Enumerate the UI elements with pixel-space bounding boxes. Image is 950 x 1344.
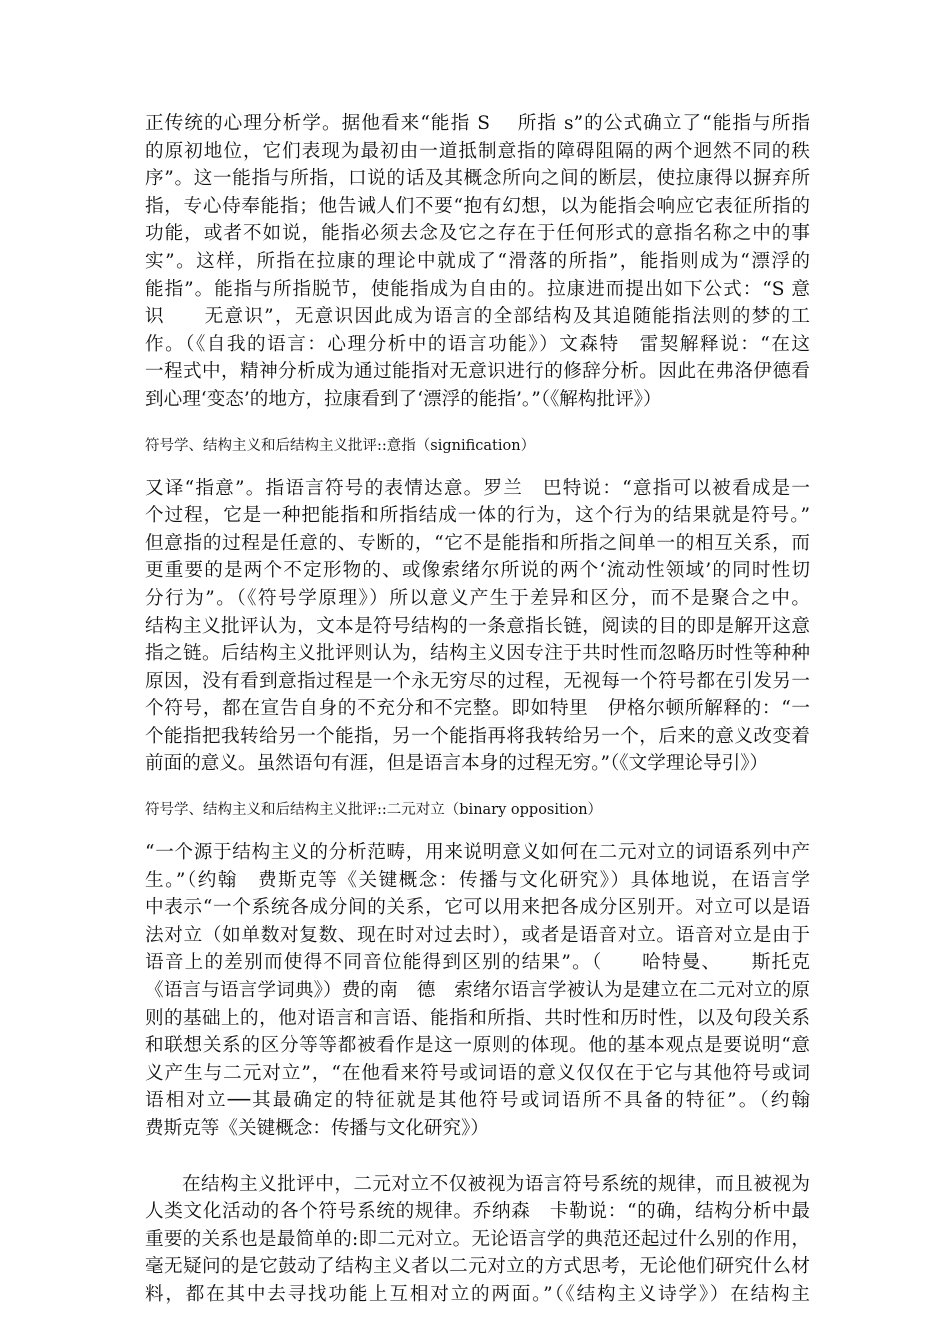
section-heading-binary-opposition: 符号学、结构主义和后结构主义批评::二元对立（binary opposition） <box>145 802 603 819</box>
structuralism-paragraph <box>145 1171 810 1309</box>
text-line: 《语言与语言学词典》）费的南 德 索绪尔语言学被认为是建立在二元对立的原 <box>145 980 810 1002</box>
text-line: 作。（《自我的语言：心理分析中的语言功能》）文森特 雷契解释说：“在这 <box>145 333 810 355</box>
text-line: 个能指把我转给另一个能指，另一个能指再将我转给另一个，后来的意义改变着 <box>145 725 810 747</box>
text-line: 语音上的差别而使得不同音位能得到区别的结果”。（ 哈特曼、 斯托克 <box>145 952 810 974</box>
text-line: 毫无疑问的是它鼓动了结构主义者以二元对立的方式思考，无论他们研究什么材 <box>145 1256 810 1278</box>
text-line: 到心理‘变态’的地方，拉康看到了‘漂浮的能指’。”（《解构批评》） <box>145 388 662 410</box>
text-line: 重要的关系也是最简单的:即二元对立。无论语言学的典范还起过什么别的作用， <box>145 1228 810 1250</box>
text-line: 识 无意识”，无意识因此成为语言的全部结构及其追随能指法则的梦的工 <box>145 306 810 328</box>
text-line: 料，都在其中去寻找功能上互相对立的两面。”（《结构主义诗学》）在结构主 <box>145 1283 810 1305</box>
binary-opposition-paragraph <box>145 839 810 1143</box>
text-line: 但意指的过程是任意的、专断的，“它不是能指和所指之间单一的相互关系，而 <box>145 532 810 554</box>
text-line: 的原初地位，它们表现为最初由一道抵制意指的障碍阻隔的两个迥然不同的秩 <box>145 140 810 162</box>
text-line: 功能，或者不如说，能指必须去念及它之存在于任何形式的意指名称之中的事 <box>145 223 810 245</box>
text-line: 费斯克等《关键概念：传播与文化研究》） <box>145 1118 489 1139</box>
text-line: 个过程，它是一种把能指和所指结成一体的行为，这个行为的结果就是符号。” <box>145 505 810 527</box>
text-line: 法对立（如单数对复数、现在时对过去时），或者是语音对立。语音对立是由于 <box>145 924 810 946</box>
text-line: “一个源于结构主义的分析范畴，用来说明意义如何在二元对立的词语系列中产 <box>145 842 810 864</box>
text-line: 分行为”。（《符号学原理》）所以意义产生于差异和区分，而不是聚合之中。 <box>145 587 810 609</box>
text-line: 结构主义批评认为，文本是符号结构的一条意指长链，阅读的目的即是解开这意 <box>145 615 810 637</box>
text-line: 和联想关系的区分等等都被看作是这一原则的体现。他的基本观点是要说明“意 <box>145 1035 810 1057</box>
text-line: 生。”（约翰 费斯克等《关键概念：传播与文化研究》）具体地说，在语言学 <box>145 869 810 891</box>
text-line: 指之链。后结构主义批评则认为，结构主义因专注于共时性而忽略历时性等种种 <box>145 643 810 665</box>
text-line: 能指”。能指与所指脱节，使能指成为自由的。拉康进而提出如下公式：“S 意 <box>145 278 810 300</box>
text-line: 更重要的是两个不定形物的、或像索绪尔所说的两个‘流动性领域’的同时性切 <box>145 560 810 582</box>
text-line: 前面的意义。虽然语句有涯，但是语言本身的过程无穷。”（《文学理论导引》） <box>145 753 769 775</box>
text-line: 又译“指意”。指语言符号的表情达意。罗兰 巴特说：“意指可以被看成是一 <box>145 477 810 499</box>
text-line: 序”。这一能指与所指，口说的话及其概念所向之间的断层，使拉康得以摒弃所 <box>145 168 810 190</box>
text-line: 一程式中，精神分析成为通过能指对无意识进行的修辞分析。因此在弗洛伊德看 <box>145 361 810 383</box>
text-line: 在结构主义批评中，二元对立不仅被视为语言符号系统的规律，而且被视为 <box>182 1173 810 1195</box>
intro-paragraph <box>145 110 810 414</box>
text-line: 则的基础上的，他对语言和言语、能指和所指、共时性和历时性，以及句段关系 <box>145 1007 810 1029</box>
text-line: 义产生与二元对立”，“在他看来符号或词语的意义仅仅在于它与其他符号或词 <box>145 1062 810 1084</box>
document-page <box>145 110 810 1309</box>
section-heading-signification: 符号学、结构主义和后结构主义批评::意指（signification） <box>145 437 536 454</box>
text-line: 指，专心侍奉能指；他告诫人们不要“抱有幻想，以为能指会响应它表征所指的 <box>145 195 810 217</box>
signification-paragraph <box>145 475 810 779</box>
text-line: 正传统的心理分析学。据他看来“能指 S 所指 s”的公式确立了“能指与所指 <box>145 113 810 134</box>
text-line: 实”。这样，所指在拉康的理论中就成了“滑落的所指”，能指则成为“漂浮的 <box>145 250 810 272</box>
text-line: 个符号，都在宣告自身的不充分和不完整。即如特里 伊格尔顿所解释的：“一 <box>145 698 810 720</box>
text-line: 人类文化活动的各个符号系统的规律。乔纳森 卡勒说：“的确，结构分析中最 <box>145 1201 810 1223</box>
text-line: 语相对立──其最确定的特征就是其他符号或词语所不具备的特征”。（约翰 <box>145 1090 810 1112</box>
text-line: 原因，没有看到意指过程是一个永无穷尽的过程，无视每一个符号都在引发另一 <box>145 670 810 692</box>
text-line: 中表示“一个系统各成分间的关系，它可以用来把各成分区别开。对立可以是语 <box>145 897 810 919</box>
